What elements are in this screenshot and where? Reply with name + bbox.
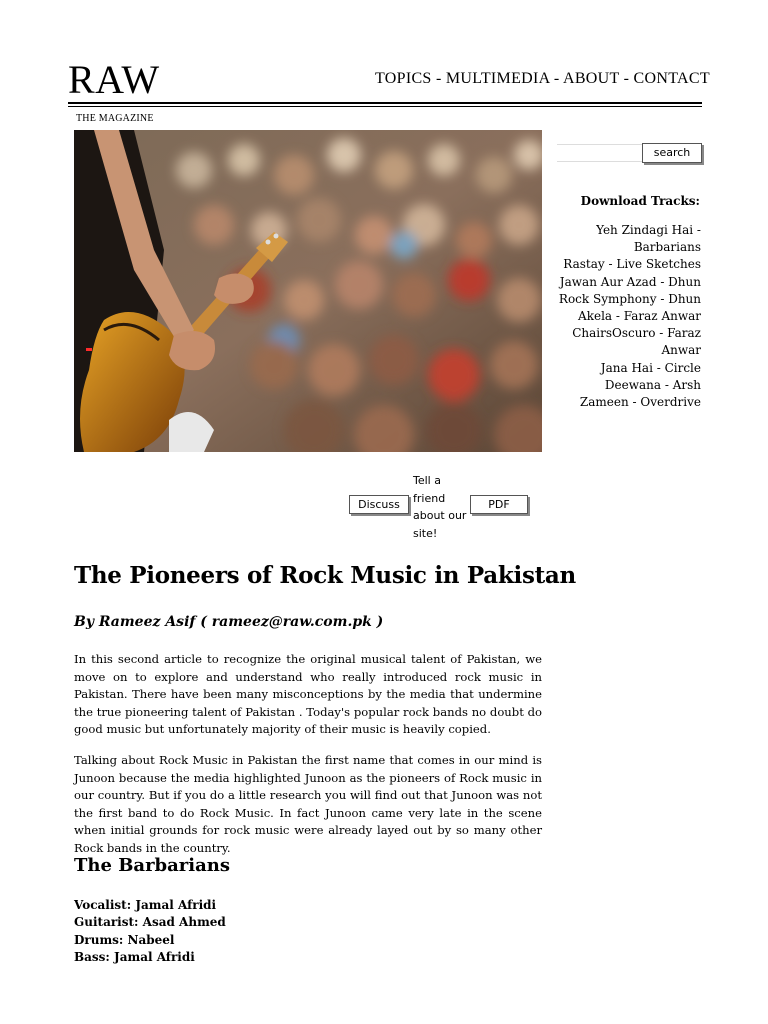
nav-topics[interactable]: TOPICS bbox=[375, 70, 432, 87]
tell-a-friend-link[interactable]: Tell a friend about our site! bbox=[413, 474, 467, 540]
article-paragraph: Talking about Rock Music in Pakistan the first name that comes in our mind is Junoon because the media highlighted Junoon as the pioneers of Rock music in our country. But if you do a little research you will find out that Junoon was not the first band to do Rock Music. In fact Junoon came very late in the scene when initial grounds for rock music were already layed out by so many other Rock bands in the country. bbox=[74, 753, 542, 855]
nav-multimedia[interactable]: MULTIMEDIA bbox=[445, 70, 550, 87]
main-nav bbox=[375, 70, 710, 88]
download-track-link[interactable]: Jana Hai - Circle bbox=[600, 360, 701, 375]
article-title: The Pioneers of Rock Music in Pakistan bbox=[74, 562, 576, 589]
download-track-link[interactable]: ChairsOscuro - Faraz Anwar bbox=[572, 326, 701, 358]
download-track-link[interactable]: Barbarians bbox=[633, 240, 701, 255]
band-member: Vocalist: Jamal Afridi bbox=[74, 898, 217, 912]
search-input[interactable] bbox=[557, 144, 645, 162]
site-tagline: THE MAGAZINE bbox=[76, 113, 154, 124]
download-track-link[interactable]: Rock Symphony - Dhun bbox=[558, 291, 701, 306]
band-member: Drums: Nabeel bbox=[74, 932, 175, 947]
band-members-list bbox=[74, 897, 226, 967]
download-track-link[interactable]: Yeh Zindagi Hai - bbox=[596, 223, 701, 237]
article-paragraph: In this second article to recognize the original musical talent of Pakistan, we move on to explore and understand who really introduced rock music in Pakistan. There have been many misconceptions by the media that undermine the true pioneering talent of Pakistan . Today's popular rock bands no doubt do good music but unfortunately majority of their music is heavily copied. bbox=[74, 652, 542, 736]
download-tracks-list bbox=[531, 222, 701, 411]
search-button[interactable]: search bbox=[642, 143, 702, 163]
discuss-button[interactable]: Discuss bbox=[349, 495, 409, 514]
pdf-button[interactable]: PDF bbox=[470, 495, 528, 514]
download-track-link[interactable]: Jawan Aur Azad - Dhun bbox=[559, 274, 701, 289]
site-logo[interactable]: RAW bbox=[68, 57, 160, 102]
download-track-link[interactable]: Deewana - Arsh bbox=[604, 377, 701, 392]
hero-image bbox=[74, 130, 542, 452]
header-divider-thin bbox=[68, 106, 702, 107]
band-member: Guitarist: Asad Ahmed bbox=[74, 915, 226, 930]
band-member: Bass: Jamal Afridi bbox=[74, 950, 195, 965]
download-track-link[interactable]: Rastay - Live Sketches bbox=[563, 257, 701, 272]
guitarist-crowd-illustration bbox=[74, 130, 542, 452]
nav-separator: - bbox=[431, 70, 446, 87]
nav-separator: - bbox=[619, 70, 634, 87]
download-track-link[interactable]: Zameen - Overdrive bbox=[579, 395, 701, 410]
nav-contact[interactable]: CONTACT bbox=[633, 70, 710, 87]
nav-about[interactable]: ABOUT bbox=[562, 70, 620, 87]
download-tracks-heading: Download Tracks: bbox=[580, 194, 700, 208]
nav-separator: - bbox=[549, 70, 563, 87]
download-track-link[interactable]: Akela - Faraz Anwar bbox=[578, 309, 701, 324]
header-divider bbox=[68, 102, 702, 104]
article-byline: By Rameez Asif ( rameez@raw.com.pk ) bbox=[74, 614, 384, 630]
section-heading: The Barbarians bbox=[74, 855, 231, 876]
